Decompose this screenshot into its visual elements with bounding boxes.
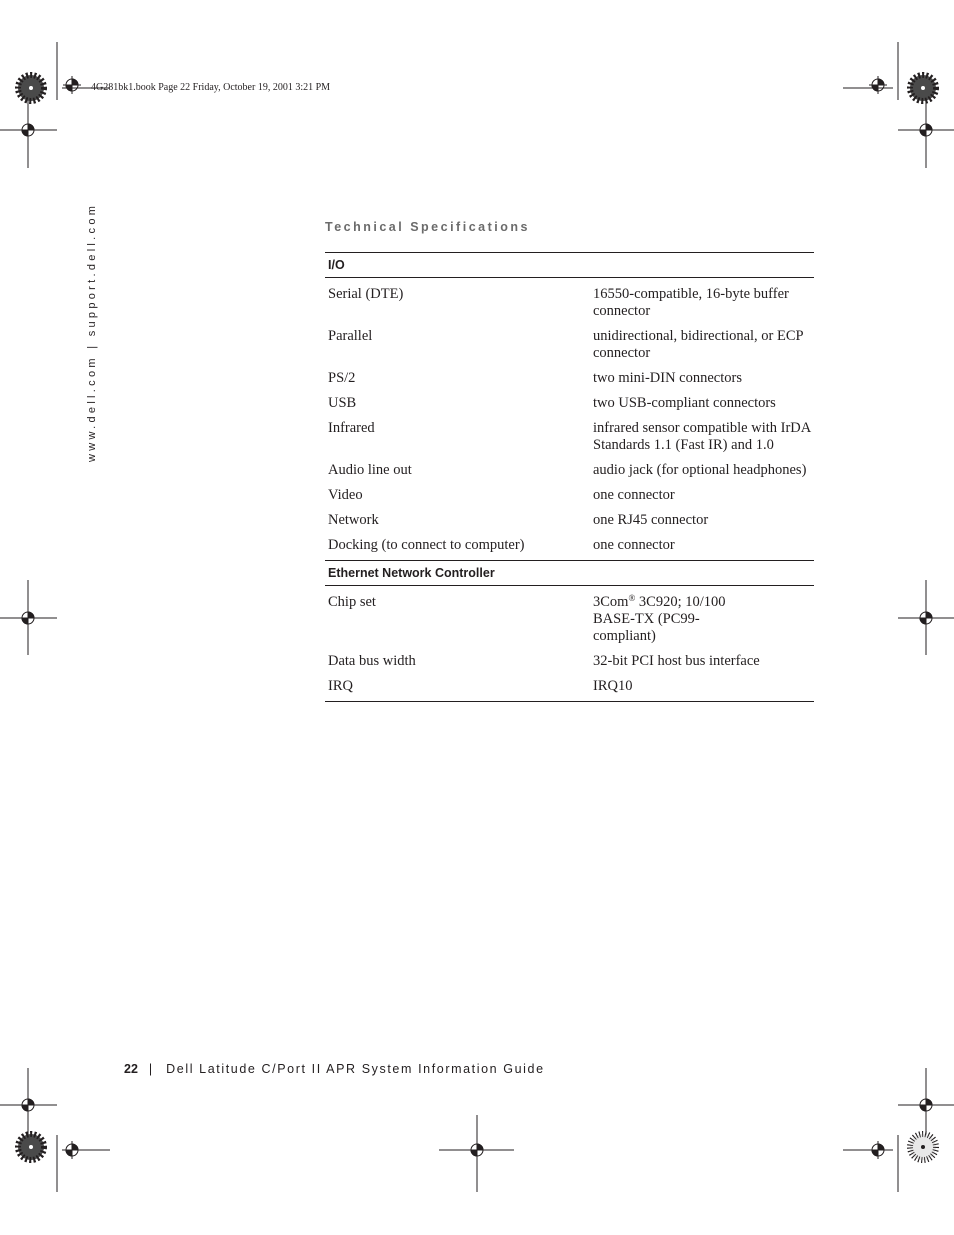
spec-value: audio jack (for optional headphones) — [593, 462, 807, 478]
spec-label: Chip set — [328, 594, 376, 610]
spec-label: PS/2 — [328, 370, 356, 386]
table-row — [325, 504, 814, 529]
table-row — [325, 362, 814, 387]
table-row — [325, 645, 814, 670]
chipset-brand: 3Com — [593, 594, 629, 610]
page-number: 22 — [124, 1062, 138, 1076]
spec-value — [593, 586, 814, 646]
spec-value: 16550-compatible, 16-byte buffer connector — [593, 286, 789, 319]
spec-label: IRQ — [325, 670, 593, 702]
spec-label: Data bus width — [328, 653, 416, 669]
side-url: www.dell.com | support.dell.com — [86, 202, 98, 462]
section-title: Technical Specifications — [325, 220, 530, 234]
spec-label: Infrared — [328, 420, 375, 436]
spec-value: unidirectional, bidirectional, or ECP connector — [593, 328, 804, 361]
io-section-header — [325, 253, 814, 278]
table-row — [325, 529, 814, 561]
spec-value: two mini-DIN connectors — [593, 370, 742, 386]
spec-label: USB — [328, 395, 357, 411]
io-heading: I/O — [325, 253, 814, 278]
print-header: 4G281bk1.book Page 22 Friday, October 19, 2001 3:21 PM — [91, 82, 331, 93]
footer-separator: | — [148, 1062, 153, 1076]
spec-label: Video — [328, 487, 363, 503]
table-row — [325, 670, 814, 702]
table-row — [325, 454, 814, 479]
spec-table — [325, 252, 814, 702]
spec-value: infrared sensor compatible with IrDA Standards 1.1 (Fast IR) and 1.0 — [593, 420, 811, 453]
page-footer — [124, 1062, 545, 1076]
spec-value: two USB-compliant connectors — [593, 395, 776, 411]
table-row — [325, 412, 814, 454]
ethernet-heading: Ethernet Network Controller — [325, 561, 814, 586]
table-row — [325, 320, 814, 362]
spec-value: 32-bit PCI host bus interface — [593, 653, 760, 669]
spec-label: Parallel — [328, 328, 373, 344]
spec-label: Docking (to connect to computer) — [328, 537, 525, 553]
spec-value: one connector — [593, 537, 675, 553]
table-row — [325, 278, 814, 321]
spec-value: one RJ45 connector — [593, 512, 709, 528]
spec-label: Audio line out — [328, 462, 412, 478]
table-row — [325, 387, 814, 412]
table-row — [325, 479, 814, 504]
table-row — [325, 586, 814, 646]
chipset-detail: 3C920; 10/100 BASE-TX (PC99-compliant) — [593, 594, 726, 644]
spec-label: Network — [328, 512, 379, 528]
guide-title: Dell Latitude C/Port II APR System Information Guide — [166, 1062, 545, 1076]
ethernet-section-header — [325, 561, 814, 586]
spec-label: Serial (DTE) — [328, 286, 404, 302]
spec-value: one connector — [593, 487, 675, 503]
registered-mark: ® — [628, 593, 636, 603]
spec-value: IRQ10 — [593, 670, 814, 702]
